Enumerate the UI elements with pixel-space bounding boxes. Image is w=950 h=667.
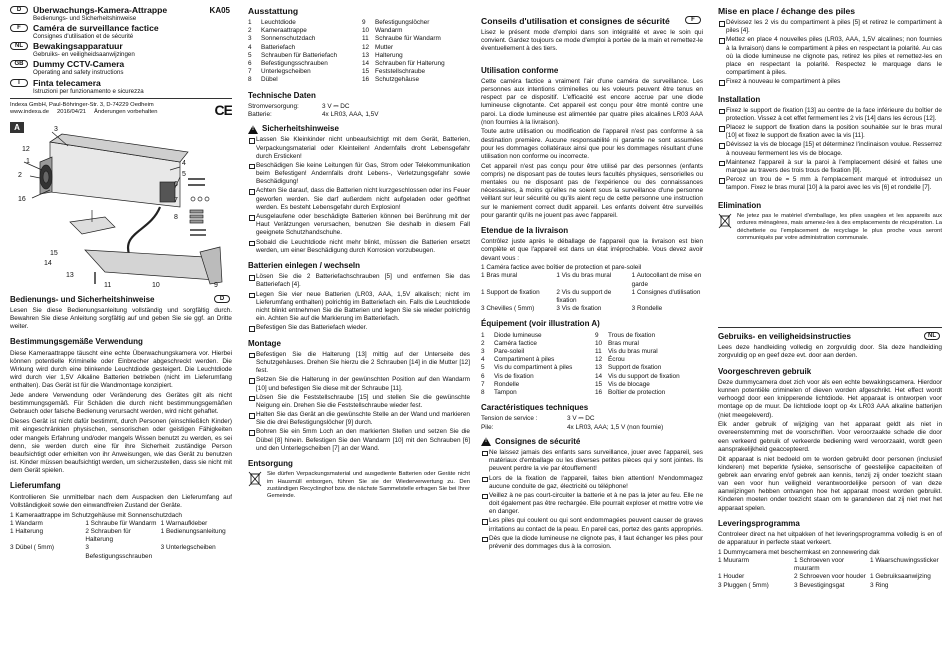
- para-nl-use-1: Deze dummycamera doet zich voor als een echte bewakingscamera. Hierdoor kunnen potentiële criminelen of dieven worden afgeschrikt. Het effect wordt verhoogd door een knipperende lichtdiode. Het apparaat is ontworpen voor montage op de muur. De lichtdiode loopt op 4x LR03 AAA alkaline batterijen (niet meegeleverd).: [718, 378, 942, 419]
- figure-callout: 12: [22, 145, 30, 153]
- parts-item: [248, 60, 356, 68]
- parts-label: Compartiment à piles: [494, 356, 555, 364]
- tech-row: [481, 415, 703, 423]
- company-block: [10, 102, 232, 120]
- section-fr-safety: [481, 16, 703, 27]
- parts-number: 16: [595, 388, 603, 396]
- bullet-item: Lors de la fixation de l'appareil, faites bien attention! N'endommagez aucune conduite de gaz, électricité ou téléphone!: [481, 475, 703, 491]
- parts-number: 10: [362, 27, 370, 35]
- column-french: [481, 6, 703, 662]
- figure-callout: 7: [174, 196, 178, 204]
- bullet-item: Lösen Sie die Feststellschraube [15] und stellen Sie die gewünschte Neigung ein. Drehen Sie die Feststellschraube wieder fest.: [248, 394, 470, 410]
- figure-callout: 1: [26, 157, 30, 165]
- warning-icon: [248, 125, 258, 134]
- parts-number: 5: [481, 364, 485, 372]
- parts-label: Mutter: [375, 43, 394, 51]
- bullet-item: Setzen Sie die Halterung in der gewünschten Position auf den Wandarm [10] und befestigen Sie diese mit der Schraube [11].: [248, 376, 470, 392]
- fr-warnings-list: [481, 449, 703, 551]
- lang-title: Finta telecamera: [33, 77, 101, 88]
- title-block: [10, 6, 232, 95]
- parts-number: 14: [595, 372, 603, 380]
- lang-title-block: [33, 24, 159, 40]
- parts-item: [362, 60, 470, 68]
- tech-value: 3 V ⎓ DC: [322, 102, 350, 110]
- bullet-item: Dévissez les 2 vis du compartiment à piles [5] et retirez le compartiment à piles [4].: [718, 19, 942, 35]
- heading-fr-tech: Caractéristiques techniques: [481, 403, 589, 413]
- parts-item: [362, 35, 470, 43]
- para-fr-use-2: Toute autre utilisation ou modification de l'appareil n'est pas conforme à sa destination première. Aucune responsabilité ni garantie ne sont assumées pour les dommages collatéraux ainsi que pour les dommages résultant d'une utilisation non conforme ou incorrecte.: [481, 128, 703, 160]
- parts-label: Boîtier de protection: [608, 388, 666, 396]
- scope-item: 1 Wandarm: [10, 519, 43, 527]
- parts-number: 2: [481, 339, 485, 347]
- para-disposal: Sie dürfen Verpackungsmaterial und ausgediente Batterien oder Geräte nicht im Hausmüll entsorgen, führen Sie sie der Wiederverwertung zu. Den zuständigen Recyclinghof bzw. die nächste Sammelstelle erfragen Sie bei Ihrer Gemeinde.: [267, 471, 470, 500]
- bullet-item: Fixez à nouveau le compartiment à piles: [718, 78, 942, 86]
- disposal-block: [248, 471, 470, 502]
- fr-scope-grid: [481, 272, 703, 313]
- divider: [10, 98, 232, 99]
- warnings-list: [248, 136, 470, 255]
- heading-fr-scope: Etendue de la livraison: [481, 225, 569, 235]
- scope-item: 1 Halterung: [10, 527, 44, 535]
- parts-item: [362, 27, 470, 35]
- para-use-3: Dieses Gerät ist nicht dafür bestimmt, durch Personen (einschließlich Kinder) mit eingeschränkten physischen, sensorischen oder geistigen Fähigkeiten oder mangels Erfahrung und/oder mangels Wissen benutzt zu werden, es sei denn, sie werden durch eine für ihre Sicherheit zuständige Person beaufsichtigt oder erhielten von ihr Anweisungen, wie das Gerät zu benutzen ist. Kinder müssen beaufsichtigt werden, um sicherzustellen, dass sie nicht mit dem Gerät spielen.: [10, 418, 232, 475]
- bullet-item: Beschädigen Sie keine Leitungen für Gas, Strom oder Telekommunikation beim Befestigen! Andernfalls droht Lebens-, Verletzungsgefahr sowie Beschädigung!: [248, 162, 470, 187]
- fr-install-list: [718, 107, 942, 193]
- scope-item: 3 Chevilles ( 5mm): [481, 305, 535, 313]
- bracket-shape: [70, 217, 115, 234]
- figure-a: [10, 122, 228, 292]
- parts-number: 6: [248, 59, 252, 67]
- parts-label: Rondelle: [494, 380, 520, 388]
- lang-title-row: [10, 79, 232, 95]
- parts-item: [481, 373, 589, 381]
- parts-item: [481, 340, 589, 348]
- scope-item: 3 Unterlegscheiben: [160, 544, 216, 552]
- heading-fr-parts: Équipement (voir illustration A): [481, 319, 600, 329]
- scope-grid: [10, 520, 232, 561]
- crossed-bin-icon: [248, 471, 262, 487]
- column-french-dutch: [718, 6, 942, 662]
- doc-date: 2016/04/21: [57, 109, 87, 116]
- parts-number: 2: [248, 27, 252, 35]
- para-nl-use-3: Dit apparaat is niet bedoeld om te worden gebruikt door personen (inclusief kinderen) met beperkte fysieke, sensorische of geestelijke capaciteiten of gebrek aan ervaring en/of gebrek aan kennis, tenzij zij onder toezicht staan van een voor hun veiligheid verantwoordelijke persoon of van deze aanwijzingen hebben ontvangen hoe het apparaat moest worden gebruikt. Kinderen moeten onder toezicht staan om te garanderen dat zij niet met het apparaat spelen.: [718, 455, 942, 512]
- parts-item: [595, 364, 703, 372]
- heading-fr-warnings: Consignes de sécurité: [495, 436, 581, 446]
- heading-fr-disposal: Elimination: [718, 200, 762, 210]
- screws-group: [188, 179, 209, 235]
- divider: [718, 327, 942, 328]
- warning-heading: [248, 124, 470, 134]
- fr-disposal-block: [718, 213, 942, 244]
- parts-item: [481, 356, 589, 364]
- para-fr-use-1: Cette caméra factice a vraiment l'air d'une caméra de surveillance. Les personnes aux intentions criminelles ou les voleurs peuvent être tenus en respect par ce dispositif. L'efficacité est encore accrue par une diode lumineuse clignotante. Cet appareil est conçu pour être monté contre une paroi. La diode lumineuse est alimentée par quatre piles alcalines LR03 AAA (non fournies à la livraison).: [481, 77, 703, 126]
- company-web[interactable]: www.indexa.de: [10, 109, 49, 116]
- parts-label: Vis de blocage: [608, 380, 650, 388]
- scope-item: 1 Support de fixation: [481, 288, 540, 296]
- para-nl-safety: Lees deze handleiding volledig en zorgvuldig door. Sla deze handleiding zorgvuldig op en geef deze evt. door aan derden.: [718, 344, 942, 360]
- scope-item: 3 Pluggen ( 5mm): [718, 581, 769, 589]
- heading-fr-safety: Conseils d'utilisation et consignes de sécurité: [481, 16, 670, 26]
- parts-item: [248, 68, 356, 76]
- bullet-item: Halten Sie das Gerät an die gewünschte Stelle an der Wand und markieren Sie die drei Befestigungslöcher [9] durch.: [248, 411, 470, 427]
- parts-number: 3: [481, 348, 485, 356]
- para-use-2: Jede andere Verwendung oder Veränderung des Gerätes gilt als nicht bestimmungsgemäß. Für Schäden die durch nicht bestimmungsgemäßen Gebrauch oder falsche Bedienung verursacht werden, wird nicht gehaftet.: [10, 392, 232, 416]
- parts-item: [248, 52, 356, 60]
- parts-label: Schrauben für Batteriefach: [261, 51, 338, 59]
- lang-badge-f: F: [685, 16, 701, 24]
- figure-callout: 16: [18, 195, 26, 203]
- parts-label: Feststellschraube: [375, 68, 426, 76]
- bullet-item: Maintenez l'appareil à sur la paroi à l'emplacement désiré et faites une marque au travers des trois trous de fixation [9].: [718, 159, 942, 175]
- tech-value: 4x LR03, AAA, 1,5V: [322, 110, 379, 118]
- heading-nl-use: Voorgeschreven gebruik: [718, 366, 812, 376]
- product-code: KA05: [209, 6, 230, 15]
- parts-item: [248, 27, 356, 35]
- scope-item: 3 Vis de fixation: [556, 305, 602, 313]
- para-use-1: Diese Kameraattrappe täuscht eine echte Überwachungskamera vor. Hierbei können potentielle Kriminelle oder Einbrecher abgeschreckt werden. Die Wirkung wird durch eine blinkende Leuchtdiode gesteigert. Die Leuchtdiode wird durch vier 1,5V Alkaline Batterien betrieben (nicht im Lieferumfang enthalten). Das Gerät ist für die Wandmontage konzipiert.: [10, 349, 232, 390]
- bullet-item: Mettez en place 4 nouvelles piles (LR03, AAA, 1,5V alcalines; non fournies à la livraison) dans le compartiment à piles en respectant la polarité. Au cas où la diode lumineuse ne clignote pas, retirez les piles et remettez-les en place en respectant la polarité. Respectez le marquage dans le compartiment à piles.: [718, 36, 942, 77]
- ce-mark: CE: [214, 101, 232, 118]
- scope-item: 1 Muurarm: [718, 557, 749, 565]
- scope-item: 1 Warnaufkleber: [160, 519, 208, 527]
- parts-item: [362, 44, 470, 52]
- fr-parts-list: [481, 332, 703, 398]
- figure-callout: 15: [50, 249, 58, 257]
- parts-label: Écrou: [608, 356, 625, 364]
- parts-item: [595, 373, 703, 381]
- parts-item: [248, 35, 356, 43]
- nl-scope-grid: [718, 557, 942, 590]
- scope-item: 1 Consignes d'utilisation: [631, 288, 701, 296]
- parts-number: 15: [362, 68, 370, 76]
- scope-item: 1 Vis du bras mural: [556, 272, 612, 280]
- parts-item: [248, 19, 356, 27]
- parts-label: Trous de fixation: [608, 331, 656, 339]
- parts-number: 13: [595, 364, 603, 372]
- parts-item: [481, 389, 589, 397]
- lang-title-block: [33, 6, 167, 22]
- lang-title: Überwachungs-Kamera-Attrappe: [33, 6, 168, 15]
- heading-fr-install: Installation: [718, 94, 761, 104]
- scope-item: 3 Rondelle: [631, 305, 663, 313]
- tech-value: 3 V ⎓ DC: [567, 415, 595, 423]
- bullet-item: Bohren Sie ein 5mm Loch an den markierten Stellen und setzen Sie die Dübel [8] hinein. Befestigen Sie den Wandarm [10] mit den Schrauben [6] und den Unterlegscheiben [7] an der Wand.: [248, 428, 470, 453]
- section-de-safety: [10, 295, 232, 305]
- scope-item: 1 Gebruiksaanwijzing: [870, 573, 931, 581]
- tech-data: [248, 103, 470, 119]
- parts-item: [481, 364, 589, 372]
- scope-item: 1 Schroeven voor muurarm: [794, 557, 845, 573]
- heading-mounting: Montage: [248, 338, 281, 348]
- wallarm-shape: [85, 250, 215, 280]
- parts-number: 7: [248, 68, 252, 76]
- scope-item: 1 Bedienungsanleitung: [160, 527, 226, 535]
- parts-label: Schraube für Wandarm: [375, 35, 441, 43]
- scope-item: 1 Houder: [718, 573, 745, 581]
- parts-number: 4: [248, 43, 252, 51]
- lang-title-row: [10, 60, 232, 76]
- bullet-item: Ne laissez jamais des enfants sans surveillance, jouer avec l'appareil, ses matériaux d'emballage ou les diverses petites pièces qui y sont jointes. Ils peuvent perdre la vie par étouffement!: [481, 449, 703, 474]
- parts-number: 16: [362, 76, 370, 84]
- lang-title-row: [10, 42, 232, 58]
- parts-label: Tampon: [494, 388, 517, 396]
- parts-label: Vis du support de fixation: [608, 372, 680, 380]
- parts-number: 1: [248, 19, 252, 26]
- scope-item: 3 Bevestigingsgat: [794, 581, 845, 589]
- scope-item: 3 Dübel ( 5mm): [10, 544, 55, 552]
- fr-batteries-list: [718, 19, 942, 87]
- lang-badge: F: [10, 24, 28, 32]
- para-nl-scope: Controleer direct na het uitpakken of het leveringsprogramma volledig is en of de apparatuur in perfecte staat verkeert.: [718, 531, 942, 547]
- parts-list: [248, 19, 470, 85]
- parts-item: [481, 348, 589, 356]
- parts-item: [595, 356, 703, 364]
- parts-label: Schrauben für Halterung: [375, 59, 445, 67]
- para-fr-use-3: Cet appareil n'est pas conçu pour être utilisé par des personnes (enfants compris) ne disposant pas de toutes leurs facultés physiques, sensorielles ou mentales ou ne disposant pas de l'expérience ou des connaissances nécessaires, à moins qu'elles ne soient sous la surveillance d'une personne veillant sur leur sécurité ou qu'ils aient reçu de cette personne une instruction sur le maniement correct dudit appareil. Les enfants doivent être surveillés pour garantir qu'ils ne jouent pas avec l'appareil.: [481, 162, 703, 219]
- lang-badge-d: D: [214, 295, 230, 303]
- bullet-item: Ausgelaufene oder beschädigte Batterien können bei Berührung mit der Haut Verätzungen verursachen, benutzen Sie deshalb in diesem Fall geeignete Schutzhandschuhe.: [248, 213, 470, 238]
- scope-item: 3 Ring: [870, 581, 889, 589]
- heading-nl-scope: Leveringsprogramma: [718, 518, 800, 528]
- lang-title-block: [33, 42, 135, 58]
- lang-title: Caméra de surveillance factice: [33, 23, 159, 34]
- parts-number: 6: [481, 372, 485, 380]
- parts-number: 3: [248, 35, 252, 43]
- heading-batteries: Batterien einlegen / wechseln: [248, 260, 361, 270]
- parts-number: 4: [481, 356, 485, 364]
- para-fr-safety: Lisez le présent mode d'emploi dans son intégralité et avec le soin qui convient. Gardez toujours ce mode d'emploi à portée de la main et remettez-le éventuellement à des tiers.: [481, 29, 703, 53]
- heading-warnings: Sicherheitshinweise: [262, 124, 339, 134]
- figure-callout: 8: [174, 213, 178, 221]
- bullet-item: Lösen Sie die 2 Batteriefachschrauben [5] und entfernen Sie das Batteriefach [4].: [248, 273, 470, 289]
- lang-title-row: [10, 6, 232, 22]
- parts-number: 11: [362, 35, 369, 43]
- scope-item: 1 Waarschuwingssticker: [870, 557, 939, 565]
- parts-item: [248, 44, 356, 52]
- bullet-item: Sobald die Leuchtdiode nicht mehr blinkt, müssen die Batterien ersetzt werden, um einer Beschädigung durch Korrosion vorzubeugen.: [248, 239, 470, 255]
- tech-key: Pile:: [481, 423, 494, 431]
- parts-number: 15: [595, 380, 603, 388]
- parts-label: Batteriefach: [261, 43, 296, 51]
- parts-item: [248, 76, 356, 84]
- lang-subtitle: Operating and safety instructions: [33, 69, 124, 77]
- bullet-item: Befestigen Sie das Batteriefach wieder.: [248, 324, 470, 332]
- tech-key: Batterie:: [248, 110, 272, 118]
- tech-row: [481, 424, 703, 432]
- parts-number: 8: [248, 76, 252, 84]
- lang-subtitle: Bedienungs- und Sicherheitshinweise: [33, 15, 137, 23]
- bullet-item: Lassen Sie Kleinkinder nicht unbeaufsichtigt mit dem Gerät, Batterien, Verpackungsmaterial oder Kleinteilen! Andernfalls droht Lebensgefahr durch Ersticken!: [248, 136, 470, 161]
- heading-scope: Lieferumfang: [10, 481, 61, 491]
- parts-label: Leuchtdiode: [261, 19, 296, 26]
- lang-title-row: [10, 24, 232, 40]
- parts-item: [595, 340, 703, 348]
- parts-item: [481, 332, 589, 340]
- figure-label: A: [10, 122, 24, 133]
- figure-callout: 10: [152, 281, 160, 289]
- crossed-bin-icon: [718, 213, 732, 229]
- parts-item: [362, 68, 470, 76]
- parts-number: 8: [481, 388, 485, 396]
- lang-title: Bewakingsapparatuur: [33, 41, 123, 52]
- lang-badge: NL: [10, 42, 28, 50]
- figure-callout: 14: [44, 259, 52, 267]
- bullet-item: Percez un trou de = 5 mm à l'emplacement marqué et introduisez un tampon. Fixez le bras mural [10] à la paroi avec les vis [6] et rondelle [7].: [718, 176, 942, 192]
- changes-note: Änderungen vorbehalten: [94, 109, 158, 116]
- parts-item: [595, 332, 703, 340]
- lang-badge: I: [10, 79, 28, 87]
- bullet-item: Fixez le support de fixation [13] au centre de la face inférieure du boîtier de protection. Vissez à cet effet fermement les 2 vis [14] dans les écrous [12].: [718, 107, 942, 123]
- column-german-2: [248, 6, 470, 662]
- parts-number: 12: [595, 356, 603, 364]
- scope-item: 2 Vis du support de fixation: [556, 288, 612, 305]
- heading-safety: Bedienungs- und Sicherheitshinweise: [10, 294, 155, 304]
- parts-item: [362, 52, 470, 60]
- bullet-item: Placez le support de fixation dans la position souhaitée sur le bras mural [10] et fixez le support de fixation avec la vis [11].: [718, 124, 942, 140]
- parts-number: 10: [595, 339, 603, 347]
- battery-compartment-shape: [160, 182, 175, 202]
- heading-fr-batteries: Mise en place / échange des piles: [718, 6, 856, 16]
- heading-parts: Ausstattung: [248, 6, 299, 16]
- parts-number: 7: [481, 380, 485, 388]
- lang-subtitle: Consignes d'utilisation et de sécurité: [33, 33, 134, 41]
- parts-label: Kameraattrappe: [261, 27, 307, 35]
- parts-label: Bras mural: [608, 339, 639, 347]
- lang-title-block: [33, 79, 144, 95]
- parts-label: Vis du bras mural: [608, 348, 658, 356]
- scope-item: 1 Bras mural: [481, 272, 518, 280]
- figure-callout: 5: [182, 170, 186, 178]
- fr-scope-first: 1 Caméra factice avec boîtier de protection et pare-soleil: [481, 264, 642, 272]
- scope-item: 1 Autocollant de mise en garde: [631, 272, 702, 288]
- figure-callout: 3: [54, 125, 58, 133]
- figure-callout: 13: [66, 271, 74, 279]
- parts-number: 13: [362, 51, 370, 59]
- parts-label: Befestigungslöcher: [375, 19, 430, 26]
- batteries-list: [248, 273, 470, 332]
- parts-label: Vis du compartiment à piles: [494, 364, 573, 372]
- para-safety: Lesen Sie diese Bedienungsanleitung vollständig und sorgfältig durch. Bewahren Sie diese Anleitung sorgfältig auf und geben Sie sie ggf. an Dritte weiter.: [10, 306, 232, 331]
- para-scope: Kontrollieren Sie unmittelbar nach dem Auspacken den Lieferumfang auf Vollständigkeit sowie den einwandfreien Zustand der Geräte.: [10, 493, 232, 509]
- mounting-list: [248, 351, 470, 453]
- parts-label: Sonnenschutzdach: [261, 35, 316, 43]
- heading-disposal: Entsorgung: [248, 459, 293, 468]
- heading-intended-use: Bestimmungsgemäße Verwendung: [10, 337, 143, 347]
- parts-number: 14: [362, 59, 370, 67]
- bullet-item: Legen Sie vier neue Batterien (LR03, AAA, 1,5V alkalisch; nicht im Lieferumfang enthalten) polrichtig im Batteriefach ein. Falls die Leuchtdiode nicht blinkt entnehmen Sie die Batterien und legen Sie sie wieder polrichtig ein. Achten Sie auf die Markierung im Batteriefach.: [248, 291, 470, 324]
- bullet-item: Befestigen Sie die Halterung [13] mittig auf der Unterseite des Schutzgehäuses. Drehen Sie hierzu die 2 Schrauben [14] in die Mutter [12] fest.: [248, 351, 470, 376]
- scope-item: 3 Befestigungsschrauben: [85, 544, 153, 560]
- parts-label: Halterung: [375, 51, 403, 59]
- nl-scope-first: 1 Dummycamera met beschermkast en zonnewering dak: [718, 548, 880, 556]
- parts-label: Vis de fixation: [494, 372, 534, 380]
- parts-label: Schutzgehäuse: [375, 76, 420, 84]
- lang-badge: D: [10, 6, 28, 14]
- parts-label: Befestigungsschrauben: [261, 59, 328, 67]
- figure-callout: 4: [182, 159, 186, 167]
- lang-badge: GB: [10, 60, 28, 68]
- parts-number: 9: [595, 331, 599, 339]
- scope-first: 1 Kameraattrappe im Schutzgehäuse mit Sonnenschutzdach: [10, 511, 182, 519]
- section-nl-safety: [718, 332, 942, 342]
- parts-number: 11: [595, 348, 602, 356]
- parts-item: [362, 76, 470, 84]
- scope-item: 1 Schraube für Wandarm: [85, 519, 157, 527]
- camera-illustration: [10, 122, 228, 292]
- company-address: Indexa GmbH, Paul-Böhringer-Str. 3, D-74229 Oedheim: [10, 101, 154, 108]
- parts-item: [595, 381, 703, 389]
- parts-label: Dübel: [261, 76, 278, 84]
- figure-callout: 6: [174, 180, 178, 188]
- scope-item: 2 Schroeven voor houder: [794, 573, 866, 581]
- parts-label: Diode lumineuse: [494, 331, 542, 339]
- figure-callout: 2: [18, 171, 22, 179]
- bullet-item: Veillez à ne pas court-circuiter la batterie et à ne pas la jeter au feu. Elle ne doit également pas être rechargée. Elle pourrait exploser et mettre votre vie en danger.: [481, 492, 703, 517]
- fr-tech-data: [481, 415, 703, 431]
- bullet-item: Dévissez la vis de blocage [15] et déterminez l'inclinaison voulue. Resserrez à nouveau fermement les vis de blocage.: [718, 141, 942, 157]
- parts-number: 9: [362, 19, 366, 26]
- warning-icon: [481, 437, 491, 446]
- parts-item: [362, 19, 470, 27]
- bullet-item: Les piles qui coulent ou qui sont endommagées peuvent causer de graves irritations au contact de la peau. En pareil cas, portez des gants appropriés.: [481, 517, 703, 533]
- bullet-item: Dès que la diode lumineuse ne clignote pas, il faut échanger les piles pour prévenir des dommages dus à la corrosion.: [481, 535, 703, 551]
- bullet-item: Achten Sie darauf, dass die Batterien nicht kurzgeschlossen oder ins Feuer geworfen werden. Sie darf außerdem nicht aufgeladen oder geöffnet werden. Es besteht Lebensgefahr durch Explosion!: [248, 187, 470, 212]
- parts-number: 12: [362, 43, 370, 51]
- fr-warning-heading: [481, 437, 703, 447]
- tech-key: Stromversorgung:: [248, 102, 299, 110]
- parts-label: Pare-soleil: [494, 348, 525, 356]
- tech-row: [248, 111, 470, 119]
- figure-callout: 11: [104, 281, 112, 289]
- parts-label: Support de fixation: [608, 364, 662, 372]
- parts-label: Unterlegscheiben: [261, 68, 311, 76]
- lang-badge-nl: NL: [924, 332, 940, 340]
- scope-item: 2 Schrauben für Halterung: [85, 527, 131, 544]
- parts-item: [595, 348, 703, 356]
- para-fr-scope: Contrôlez juste après le déballage de l'appareil que la livraison est bien complète et que l'appareil est dans un état irréprochable. Vous devez avoir devant vous :: [481, 238, 703, 262]
- figure-callout: 9: [214, 281, 218, 289]
- lang-subtitle: Istruzioni per funzionamento e sicurezza: [33, 87, 144, 95]
- parts-label: Wandarm: [375, 27, 403, 35]
- tech-key: Tension de service :: [481, 415, 538, 423]
- heading-tech: Technische Daten: [248, 90, 316, 100]
- parts-number: 5: [248, 51, 252, 59]
- lang-subtitle: Gebruiks- en veiligheidsaanwijzingen: [33, 51, 135, 59]
- parts-item: [481, 381, 589, 389]
- heading-fr-use: Utilisation conforme: [481, 65, 559, 75]
- lang-title: Dummy CCTV-Camera: [33, 59, 125, 70]
- heading-nl-safety: Gebruiks- en veiligheidsinstructies: [718, 331, 851, 341]
- para-nl-use-2: Elk ander gebruik of wijziging van het apparaat geldt als niet in overeenstemming met de voorschriften. Voor veroorzaakte schade die door een verkeerd gebruik of verkeerde bediening werd veroorzaakt, wordt geen aansprakelijkheid geaccepteerd.: [718, 421, 942, 453]
- para-fr-disposal: Ne jetez pas le matériel d'emballage, les piles usagées et les appareils aux ordures ménagères, mais amenez-les à des emplacements de récupération. La déchetterie ou l'emplacement de recyclage le plus proche vous seront communiqués par votre administration communale.: [737, 212, 942, 242]
- parts-label: Caméra factice: [494, 339, 537, 347]
- column-german: [10, 6, 232, 662]
- tech-value: 4x LR03, AAA; 1,5 V (non fournie): [567, 423, 664, 431]
- parts-number: 1: [481, 331, 485, 339]
- lang-title-block: [33, 60, 124, 76]
- tech-row: [248, 103, 470, 111]
- parts-item: [595, 389, 703, 397]
